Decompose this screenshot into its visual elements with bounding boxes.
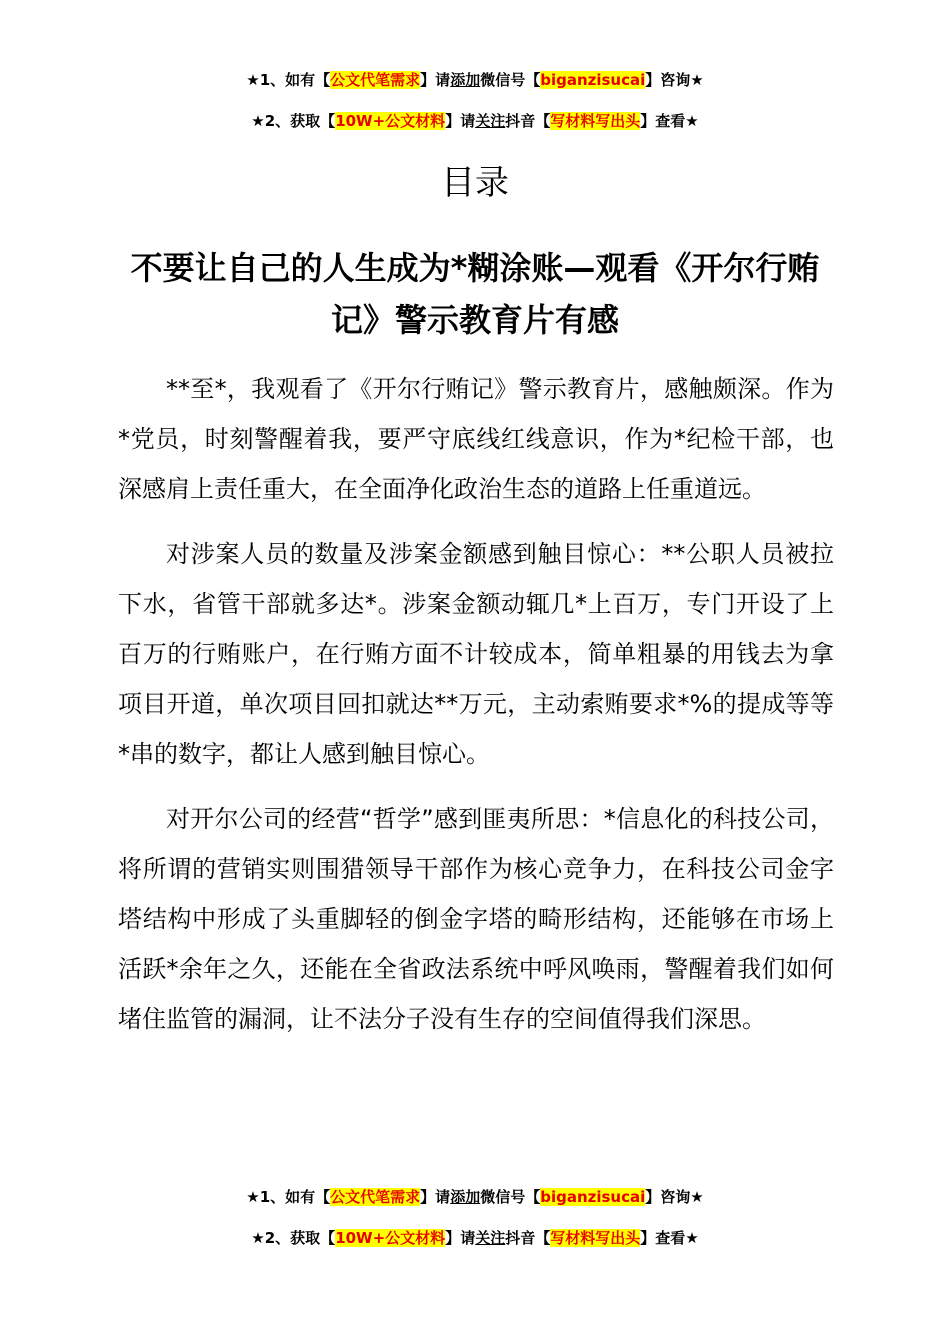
promo-underlined: 添加: [450, 71, 481, 89]
promo-underlined: 添加: [450, 1188, 481, 1206]
promo-text: 微信号【: [480, 71, 541, 89]
body-paragraph: 对开尔公司的经营“哲学”感到匪夷所思：*信息化的科技公司，将所谓的营销实则围猎领导干部作为核心竞争力，在科技公司金字塔结构中形成了头重脚轻的倒金字塔的畸形结构，还能够在市场上活跃*余年之久，还能在全省政法系统中呼风唤雨，警醒着我们如何堵住监管的漏洞，让不法分子没有生存的空间值得我们深思。: [118, 805, 834, 1033]
promo-text: 】咨询★: [645, 71, 704, 89]
promo-text: 】查看★: [640, 1229, 699, 1247]
header-promo-line-2: [0, 111, 950, 131]
promo-text: 微信号【: [480, 1188, 541, 1206]
footer-promo-line-1: [0, 1187, 950, 1207]
promo-text: 抖音【: [505, 1229, 551, 1247]
promo-text: 】咨询★: [645, 1188, 704, 1206]
promo-text: 】请: [420, 71, 451, 89]
promo-text: ★1、如有【: [246, 71, 331, 89]
document-title: 不要让自己的人生成为*糊涂账—观看《开尔行贿记》警示教育片有感: [130, 249, 820, 339]
promo-highlight: 公文代笔需求: [330, 71, 421, 89]
promo-text: ★2、获取【: [251, 112, 336, 130]
promo-text: 】请: [445, 112, 476, 130]
body-paragraph: 对涉案人员的数量及涉案金额感到触目惊心：**公职人员被拉下水，省管干部就多达*。涉案金额动辄几*上百万，专门开设了上百万的行贿账户，在行贿方面不计较成本，简单粗暴的用钱去为拿项目开道，单次项目回扣就达**万元，主动索贿要求*%的提成等等*串的数字，都让人感到触目惊心。: [118, 540, 834, 768]
promo-highlight: 公文代笔需求: [330, 1188, 421, 1206]
promo-highlight: 10W+公文材料: [335, 1229, 446, 1247]
douyin-id-highlight: 写材料写出头: [550, 1229, 641, 1247]
promo-text: 】请: [420, 1188, 451, 1206]
promo-underlined: 关注: [475, 1229, 506, 1247]
promo-text: 】请: [445, 1229, 476, 1247]
douyin-id-highlight: 写材料写出头: [550, 112, 641, 130]
promo-text: 抖音【: [505, 112, 551, 130]
toc-heading: 目录: [441, 163, 509, 203]
wechat-id-highlight: biganzisucai: [540, 71, 646, 89]
document-body: [118, 364, 834, 1059]
header-promo-line-1: [0, 70, 950, 90]
promo-text: ★2、获取【: [251, 1229, 336, 1247]
wechat-id-highlight: biganzisucai: [540, 1188, 646, 1206]
promo-highlight: 10W+公文材料: [335, 112, 446, 130]
promo-underlined: 关注: [475, 112, 506, 130]
footer-promo-line-2: [0, 1228, 950, 1248]
promo-text: 】查看★: [640, 112, 699, 130]
body-paragraph: **至*，我观看了《开尔行贿记》警示教育片，感触颇深。作为*党员，时刻警醒着我，要严守底线红线意识，作为*纪检干部，也深感肩上责任重大，在全面净化政治生态的道路上任重道远。: [118, 375, 834, 503]
promo-text: ★1、如有【: [246, 1188, 331, 1206]
